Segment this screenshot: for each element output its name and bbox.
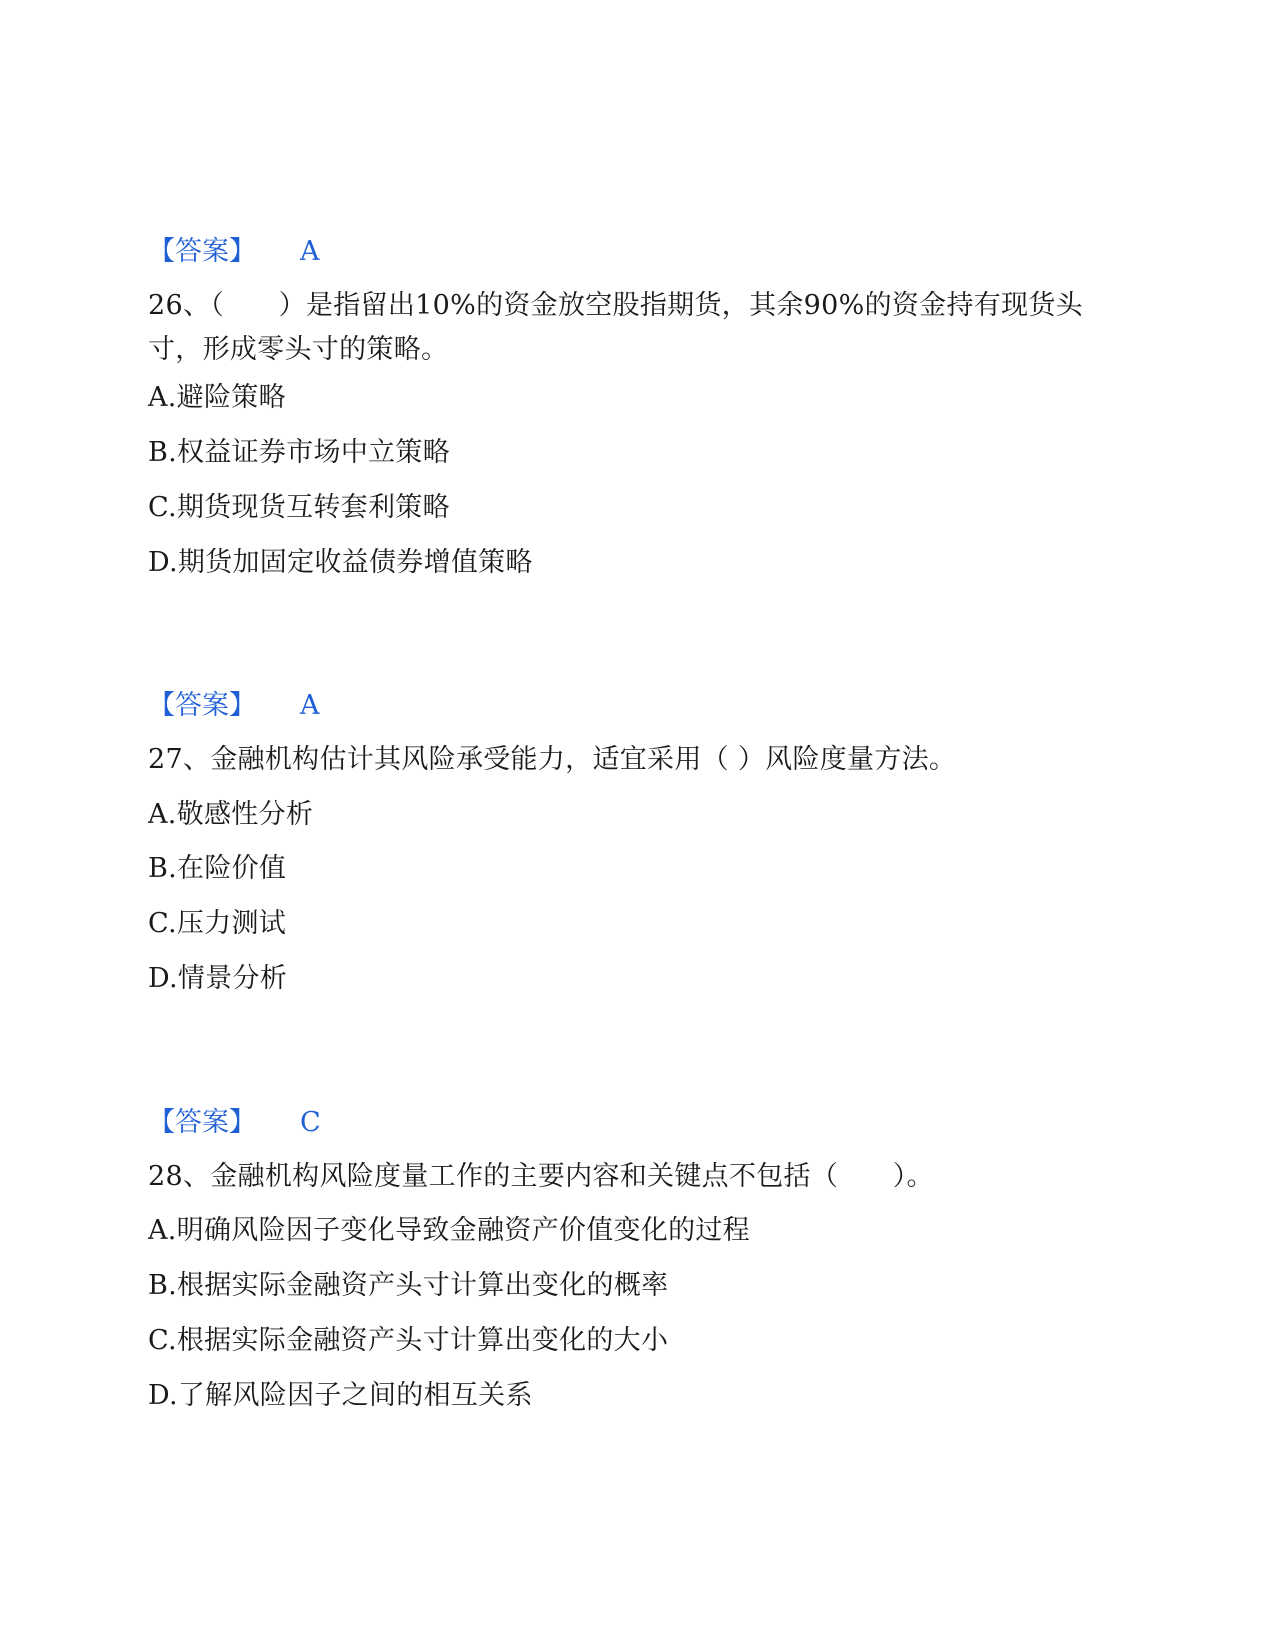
question-28: 28、金融机构风险度量工作的主要内容和关键点不包括（ ）。 xyxy=(148,1161,934,1192)
option-c: C.期货现货互转套利策略 xyxy=(148,492,450,523)
option-b: B.在险价值 xyxy=(148,853,287,884)
answer-value: A xyxy=(300,236,320,267)
option-c: C.根据实际金融资产头寸计算出变化的大小 xyxy=(148,1325,669,1356)
answer-label: 【答案】 xyxy=(148,236,256,267)
option-d: D.期货加固定收益债券增值策略 xyxy=(148,547,533,578)
option-b: B.权益证券市场中立策略 xyxy=(148,437,451,468)
answer-line xyxy=(148,236,320,268)
option-a: A.避险策略 xyxy=(148,382,286,413)
question-27: 27、金融机构估计其风险承受能力，适宜采用（ ）风险度量方法。 xyxy=(148,744,957,775)
option-a: A.明确风险因子变化导致金融资产价值变化的过程 xyxy=(148,1215,750,1246)
option-d: D.情景分析 xyxy=(148,963,288,994)
answer-line xyxy=(148,1107,321,1139)
question-26: 26、（ ）是指留出10%的资金放空股指期货，其余90%的资金持有现货头寸，形成零头寸的策略。 xyxy=(148,290,1083,365)
option-b: B.根据实际金融资产头寸计算出变化的概率 xyxy=(148,1270,669,1301)
answer-line xyxy=(148,690,320,722)
option-c: C.压力测试 xyxy=(148,908,287,939)
option-d: D.了解风险因子之间的相互关系 xyxy=(148,1380,533,1411)
answer-label: 【答案】 xyxy=(148,1107,256,1138)
option-a: A.敬感性分析 xyxy=(148,799,314,830)
answer-value: A xyxy=(300,690,320,721)
answer-value: C xyxy=(300,1107,321,1138)
answer-label: 【答案】 xyxy=(148,690,256,721)
